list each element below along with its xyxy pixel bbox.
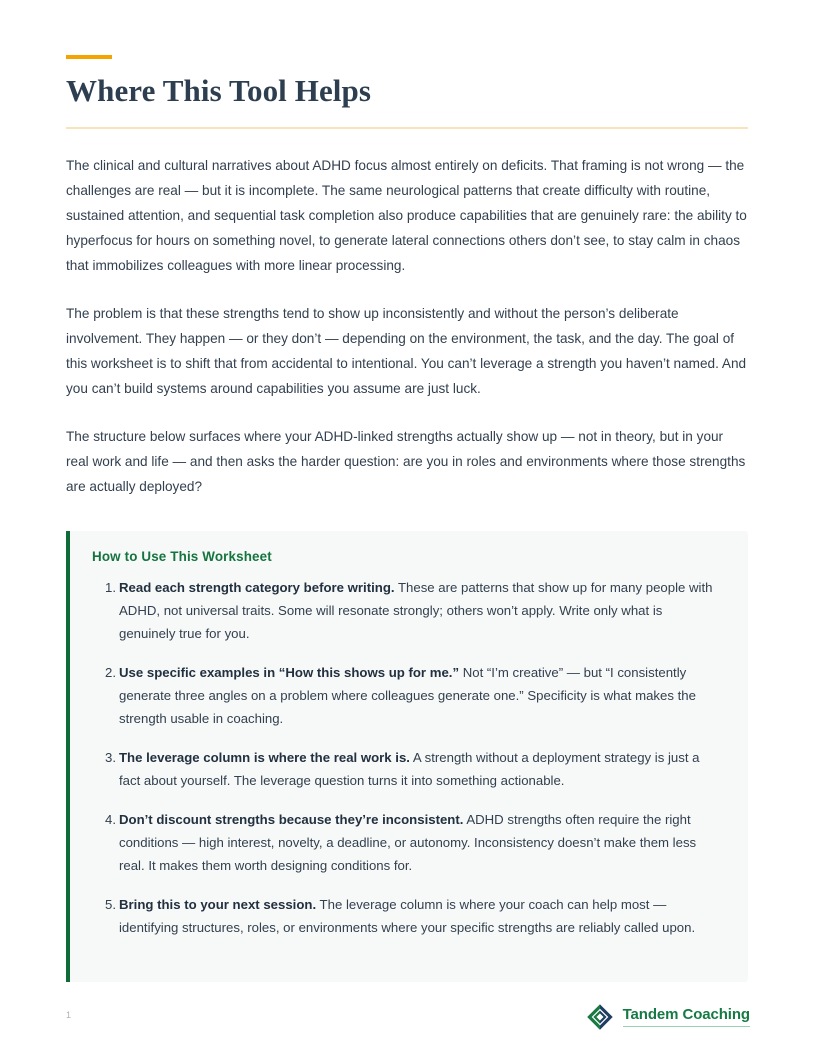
list-item-lead: The leverage column is where the real work is.: [119, 750, 410, 765]
list-item-lead: Read each strength category before writing.: [119, 580, 395, 595]
list-item-lead: Don’t discount strengths because they’re inconsistent.: [119, 812, 464, 827]
brand-wordmark: Tandem Coaching: [623, 1007, 750, 1027]
page-footer: [0, 1001, 816, 1041]
title-divider-rule: [66, 127, 748, 129]
paragraph-3: The structure below surfaces where your ADHD-linked strengths actually show up — not in theory, but in your real work and life — and then asks the harder question: are you in roles and environments where those strengths are actually deployed?: [66, 428, 746, 494]
list-item: [92, 576, 722, 645]
callout-heading: How to Use This Worksheet: [92, 549, 272, 564]
body-copy: [66, 153, 748, 499]
page-number: 1: [66, 1010, 72, 1020]
list-item-body: A strength without a deployment strategy is just a fact about yourself. The leverage question turns it into something actionable.: [119, 750, 700, 788]
page-title: Where This Tool Helps: [66, 73, 372, 108]
list-item-body: The leverage column is where your coach can help most — identifying structures, roles, or environments where your specific strengths are reliably called upon.: [119, 897, 696, 935]
how-to-use-list: [92, 576, 722, 939]
how-to-use-callout: [66, 531, 748, 982]
list-item-body: ADHD strengths often require the right conditions — high interest, novelty, a deadline, or autonomy. Inconsistency doesn’t make them less real. It makes them worth designing conditions for.: [119, 812, 697, 873]
paragraph-2: The problem is that these strengths tend to show up inconsistently and without the person’s deliberate involvement. They happen — or they don’t — depending on the environment, the task, and the day. The goal of this worksheet is to shift that from accidental to intentional. You can’t leverage a strength you haven’t named. And you can’t build systems around capabilities you assume are just luck.: [66, 305, 747, 396]
brand-logo: [586, 1003, 750, 1031]
list-item-body: These are patterns that show up for many people with ADHD, not universal traits. Some will resonate strongly; others won’t apply. Write only what is genuinely true for you.: [119, 580, 713, 641]
tandem-diamond-icon: [586, 1003, 614, 1031]
list-item: [92, 746, 722, 792]
list-item: [92, 808, 722, 877]
paragraph-1: The clinical and cultural narratives about ADHD focus almost entirely on deficits. That framing is not wrong — the challenges are real — but it is incomplete. The same neurological patterns that create difficulty with routine, sustained attention, and sequential task completion also produce capabilities that are genuinely rare: the ability to hyperfocus for hours on something novel, to generate lateral connections others don’t see, to stay calm in chaos that immobilizes colleagues with more linear processing.: [66, 157, 747, 273]
list-item-lead: Bring this to your next session.: [119, 897, 317, 912]
title-accent-bar: [66, 55, 112, 59]
list-item-body: Not “I’m creative” — but “I consistently generate three angles on a problem where colleagues generate one.” Specificity is what makes the strength usable in coaching.: [119, 665, 696, 726]
list-item-lead: Use specific examples in “How this shows up for me.”: [119, 665, 460, 680]
list-item: [92, 661, 722, 730]
list-item: [92, 893, 722, 939]
page-content: [66, 0, 748, 499]
